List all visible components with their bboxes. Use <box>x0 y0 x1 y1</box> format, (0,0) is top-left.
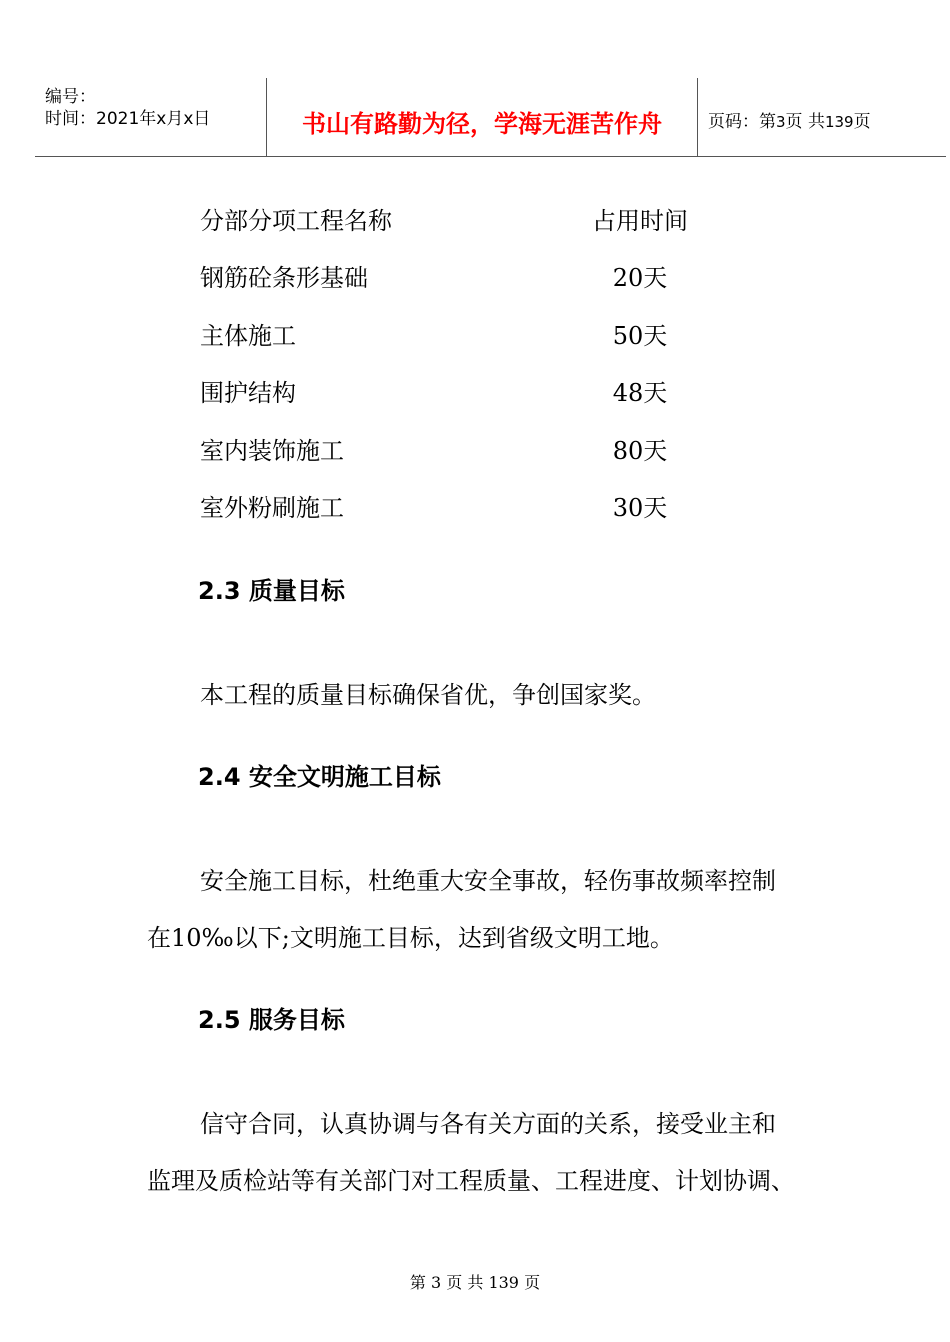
table-cell-time: 50天 <box>612 322 668 350</box>
table-cell-name: 主体施工 <box>200 322 296 350</box>
table-cell-name: 钢筋砼条形基础 <box>200 264 368 292</box>
paragraph-service-line1: 信守合同，认真协调与各有关方面的关系，接受业主和 <box>200 1110 776 1138</box>
section-heading-2-5: 2.5 服务目标 <box>198 1006 345 1034</box>
table-cell-time: 20天 <box>612 264 668 292</box>
table-cell-time: 80天 <box>612 437 668 465</box>
table-row <box>200 488 720 528</box>
page-footer: 第 3 页 共 139 页 <box>409 1273 541 1292</box>
table-cell-time: 48天 <box>612 379 668 407</box>
table-cell-name: 室外粉刷施工 <box>200 494 344 522</box>
header-page-cell <box>698 78 946 156</box>
code-label: 编号： <box>45 87 96 107</box>
table-row <box>200 431 720 471</box>
table-header-row <box>200 201 720 241</box>
table-row <box>200 316 720 356</box>
table-row <box>200 373 720 413</box>
table-header-name: 分部分项工程名称 <box>200 207 392 235</box>
section-heading-2-4: 2.4 安全文明施工目标 <box>198 763 441 791</box>
paragraph-safety-line1: 安全施工目标，杜绝重大安全事故，轻伤事故频率控制 <box>200 867 776 895</box>
paragraph-quality: 本工程的质量目标确保省优，争创国家奖。 <box>200 681 656 709</box>
page-header <box>35 78 946 157</box>
table-cell-time: 30天 <box>612 494 668 522</box>
table-cell-name: 围护结构 <box>200 379 296 407</box>
table-row <box>200 258 720 298</box>
slogan: 书山有路勤为径，学海无涯苦作舟 <box>302 109 662 138</box>
page-indicator: 页码：第3页 共139页 <box>708 112 871 132</box>
time-label: 时间：2021年x月x日 <box>45 109 211 129</box>
table-cell-name: 室内装饰施工 <box>200 437 344 465</box>
paragraph-service-line2: 监理及质检站等有关部门对工程质量、工程进度、计划协调、 <box>147 1167 795 1195</box>
paragraph-safety-line2: 在10‰以下;文明施工目标，达到省级文明工地。 <box>147 924 674 952</box>
header-slogan-cell <box>266 78 698 156</box>
section-heading-2-3: 2.3 质量目标 <box>198 577 345 605</box>
table-header-time: 占用时间 <box>592 207 688 235</box>
header-meta <box>35 78 265 156</box>
